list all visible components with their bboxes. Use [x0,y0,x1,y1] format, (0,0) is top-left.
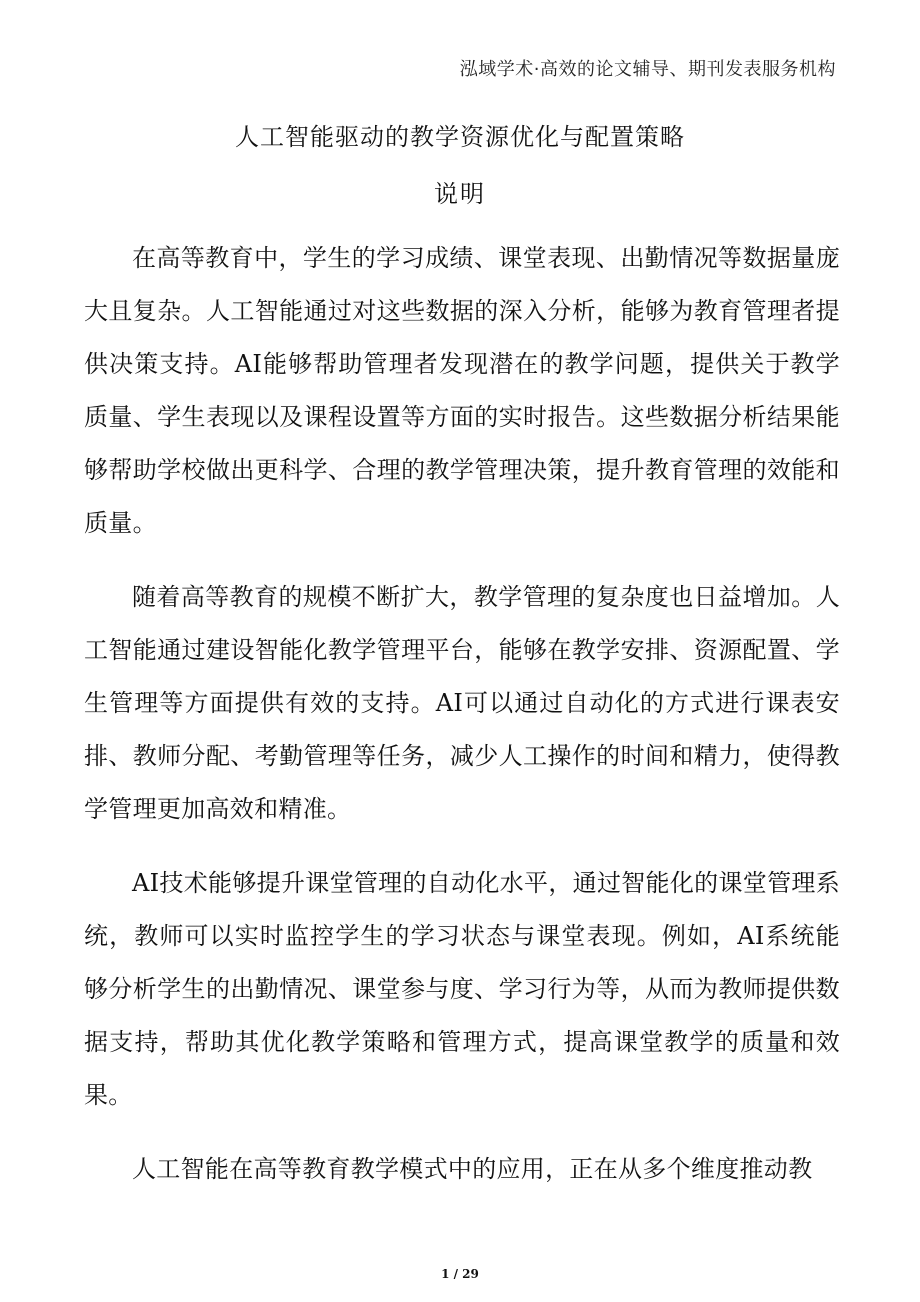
document-title: 人工智能驱动的教学资源优化与配置策略 [235,123,685,151]
paragraph: 人工智能在高等教育教学模式中的应用，正在从多个维度推动教 [132,1155,813,1183]
paragraph: 随着高等教育的规模不断扩大，教学管理的复杂度也日益增加。人工智能通过建设智能化教学管理平台，能够在教学安排、资源配置、学生管理等方面提供有效的支持。AI可以通过自动化的方式进行课表安排、教师分配、考勤管理等任务，减少人工操作的时间和精力，使得教学管理更加高效和精准。 [84,583,840,823]
document-body [84,232,840,1217]
paragraph: 在高等教育中，学生的学习成绩、课堂表现、出勤情况等数据量庞大且复杂。人工智能通过对这些数据的深入分析，能够为教育管理者提供决策支持。AI能够帮助管理者发现潜在的教学问题，提供关于教学质量、学生表现以及课程设置等方面的实时报告。这些数据分析结果能够帮助学校做出更科学、合理的教学管理决策，提升教育管理的效能和质量。 [84,244,840,537]
paragraph: AI技术能够提升课堂管理的自动化水平，通过智能化的课堂管理系统，教师可以实时监控学生的学习状态与课堂表现。例如，AI系统能够分析学生的出勤情况、课堂参与度、学习行为等，从而为教师提供数据支持，帮助其优化教学策略和管理方式，提高课堂教学的质量和效果。 [84,869,840,1109]
page-number: 1 / 29 [441,1267,479,1281]
section-heading: 说明 [434,180,486,208]
header-brand: 泓域学术·高效的论文辅导、期刊发表服务机构 [459,59,836,80]
